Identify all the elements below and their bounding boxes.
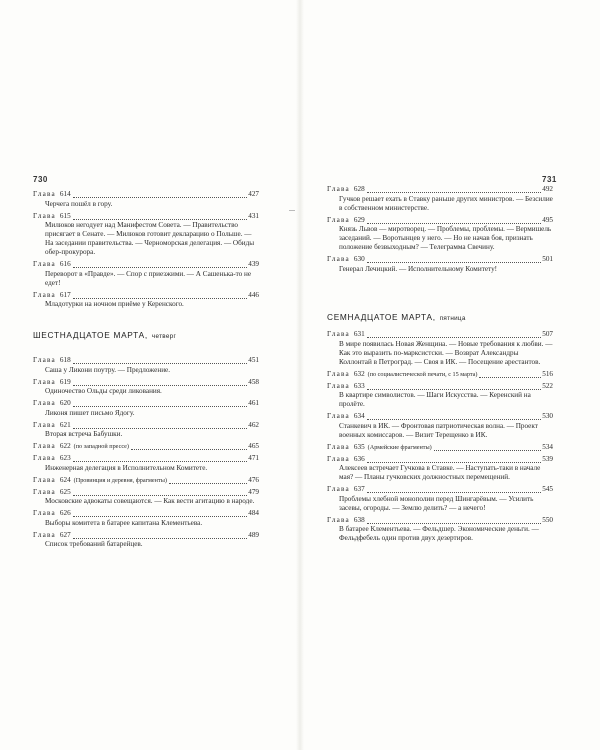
chapter-number: 628: [353, 185, 365, 193]
chapter-description: Выборы комитета в батарее капитана Клементьева.: [45, 518, 203, 527]
chapter-number: 633: [353, 381, 365, 390]
chapter-page: 516: [542, 369, 553, 378]
chapter-word: Глава: [33, 442, 56, 450]
chapter-description: Генерал Лечицкий. — Исполнительному Комитету!: [339, 264, 498, 273]
chapter-word: Глава: [327, 369, 350, 378]
weekday: четверг: [151, 333, 177, 340]
chapter-entry: [327, 485, 553, 513]
chapter-number: 625: [59, 487, 71, 496]
chapter-description: Инженерная делегация в Исполнительном Комитете.: [45, 463, 208, 472]
chapter-entry: [327, 330, 553, 367]
page-number: 730: [33, 175, 48, 184]
chapter-heading: [33, 442, 259, 451]
chapter-number: 619: [59, 377, 71, 386]
chapter-description: В мире появилась Новая Женщина. — Новые требования к любви. — Как это выразить по-марксистски. — Возврат Александры Коллонтай в Петроград. — Своя в ИК. — Посещение арестантов.: [339, 339, 553, 366]
chapter-page: 522: [542, 381, 553, 390]
chapter-heading: [33, 190, 259, 199]
dot-leader: [73, 461, 248, 462]
chapter-entry: [33, 454, 259, 473]
dot-leader: [73, 219, 248, 220]
chapter-entry: [33, 531, 259, 550]
dot-leader: [73, 363, 248, 364]
chapter-note: (Провинция и деревня, фрагменты): [73, 476, 167, 484]
chapter-page: 431: [248, 211, 259, 220]
chapter-entry: [33, 190, 259, 209]
chapter-heading: [327, 516, 553, 525]
chapter-list: [327, 185, 553, 277]
chapter-heading: [33, 421, 259, 430]
dot-leader: [367, 389, 542, 390]
dot-leader: [73, 406, 248, 407]
chapter-number: 614: [59, 190, 71, 198]
chapter-number: 634: [353, 412, 365, 420]
dot-leader: [73, 385, 248, 386]
chapter-number: 622: [59, 442, 71, 450]
chapter-page: 471: [248, 454, 259, 462]
chapter-heading: [33, 378, 259, 387]
chapter-word: Глава: [33, 211, 56, 220]
dot-leader: [434, 450, 541, 451]
chapter-word: Глава: [33, 190, 56, 198]
chapter-entry: [327, 185, 553, 213]
chapter-word: Глава: [327, 381, 350, 390]
chapter-description: Проблемы хлебной монополии перед Шингарёвым. — Усилить засевы, огороды. — Землю делить? — а нечего!: [339, 494, 534, 512]
chapter-word: Глава: [327, 485, 350, 493]
chapter-page: 495: [542, 215, 553, 224]
chapter-entry: [327, 370, 553, 379]
chapter-word: Глава: [33, 487, 56, 496]
dot-leader: [73, 197, 248, 198]
chapter-heading: [327, 185, 553, 194]
chapter-word: Глава: [33, 356, 56, 364]
chapter-list: [33, 356, 259, 552]
chapter-entry: [33, 399, 259, 418]
chapter-heading: [33, 476, 259, 485]
chapter-page: 550: [542, 515, 553, 524]
chapter-word: Глава: [327, 215, 350, 224]
day-heading: [33, 330, 176, 340]
chapter-heading: [327, 412, 553, 421]
dot-leader: [479, 377, 541, 378]
chapter-heading: [33, 531, 259, 540]
chapter-description: Саша у Ликони поутру. — Предложение.: [45, 365, 171, 374]
chapter-number: 621: [59, 420, 71, 429]
page-number: 731: [542, 175, 557, 184]
weekday: пятница: [439, 315, 466, 322]
chapter-entry: [327, 443, 553, 452]
chapter-description: В квартире символистов. — Шаги Искусства. — Керенский на пролёте.: [339, 391, 531, 408]
right-page: [300, 0, 600, 750]
chapter-number: 630: [353, 255, 365, 263]
chapter-description: Одиночество Ольды среди ликования.: [45, 387, 162, 395]
chapter-heading: [33, 260, 259, 269]
chapter-entry: [33, 509, 259, 528]
chapter-page: 484: [248, 509, 259, 517]
dot-leader: [367, 192, 542, 193]
chapter-word: Глава: [33, 290, 56, 299]
chapter-heading: [327, 255, 553, 264]
chapter-number: 626: [59, 509, 71, 517]
chapter-heading: [327, 216, 553, 225]
chapter-list: [33, 190, 259, 312]
dot-leader: [73, 298, 248, 299]
chapter-entry: [33, 476, 259, 485]
chapter-number: 636: [353, 454, 365, 463]
chapter-page: 458: [248, 377, 259, 386]
chapter-number: 617: [59, 290, 71, 299]
dot-leader: [367, 262, 542, 263]
chapter-heading: [327, 455, 553, 464]
chapter-heading: [327, 382, 553, 391]
chapter-entry: [327, 255, 553, 274]
chapter-description: Вторая встреча Бабушки.: [45, 430, 123, 438]
chapter-page: 446: [248, 290, 259, 299]
chapter-entry: [33, 212, 259, 258]
chapter-number: 620: [59, 399, 71, 407]
chapter-heading: [327, 443, 553, 452]
chapter-heading: [33, 291, 259, 300]
chapter-description: Станкевич в ИК. — Фронтовая патриотическая волна. — Проект военных комиссаров. — Визит Терещенко в ИК.: [339, 421, 538, 439]
dot-leader: [367, 462, 542, 463]
dot-leader: [73, 516, 248, 517]
chapter-list: [327, 330, 553, 546]
chapter-description: Гучков решает ехать в Ставку раньше других министров. — Безсилие в собственном министерстве.: [339, 194, 553, 212]
chapter-entry: [33, 291, 259, 310]
dot-leader: [367, 337, 542, 338]
day-title: СЕМНАДЦАТОЕ МАРТА,: [327, 312, 436, 322]
chapter-description: В батарее Клементьева. — Фельдшер. Экономические деньги. — Фельдфебель один против двух дезертиров.: [339, 525, 539, 542]
chapter-word: Глава: [327, 412, 350, 420]
chapter-number: 638: [353, 515, 365, 524]
chapter-word: Глава: [33, 454, 56, 462]
chapter-word: Глава: [33, 399, 56, 407]
chapter-page: 451: [248, 356, 259, 364]
chapter-number: 624: [59, 475, 71, 484]
chapter-word: Глава: [327, 454, 350, 463]
dot-leader: [73, 538, 248, 539]
chapter-word: Глава: [33, 377, 56, 386]
chapter-number: 629: [353, 215, 365, 224]
dot-leader: [73, 428, 248, 429]
chapter-heading: [327, 485, 553, 494]
day-heading: [327, 312, 466, 322]
chapter-entry: [327, 412, 553, 440]
dot-leader: [367, 223, 542, 224]
chapter-entry: [33, 442, 259, 451]
chapter-word: Глава: [33, 420, 56, 429]
chapter-entry: [33, 378, 259, 397]
chapter-page: 545: [542, 485, 553, 493]
chapter-entry: [33, 488, 259, 507]
chapter-page: 492: [542, 185, 553, 193]
dot-leader: [367, 492, 542, 493]
chapter-number: 637: [353, 485, 365, 493]
chapter-word: Глава: [327, 185, 350, 193]
chapter-word: Глава: [33, 260, 56, 268]
chapter-word: Глава: [33, 475, 56, 484]
chapter-entry: [327, 382, 553, 410]
chapter-description: Ликоня пишет письмо Ядогу.: [45, 408, 135, 417]
chapter-heading: [33, 399, 259, 408]
chapter-entry: [33, 260, 259, 288]
chapter-number: 615: [59, 211, 71, 220]
dot-leader: [367, 419, 542, 420]
chapter-number: 635: [353, 442, 365, 451]
chapter-word: Глава: [33, 530, 56, 539]
chapter-note: (по социалистической печати, с 15 марта): [367, 370, 478, 378]
chapter-entry: [327, 455, 553, 483]
chapter-heading: [33, 488, 259, 497]
chapter-page: 489: [248, 530, 259, 539]
dot-leader: [367, 523, 542, 524]
chapter-description: Черчега пошёл в гору.: [45, 199, 113, 208]
chapter-description: Милюков негодует над Манифестом Совета. — Правительство присягает в Сенате. — Милюков готовит декларацию о Польше. — На заседании правительства. — Черноморская делегация. — Обиды обер-прокурора.: [45, 221, 255, 256]
chapter-page: 476: [248, 475, 259, 484]
chapter-number: 632: [353, 369, 365, 378]
chapter-number: 618: [59, 356, 71, 364]
chapter-description: Младотурки на ночном приёме у Керенского.: [45, 300, 184, 308]
chapter-entry: [33, 421, 259, 440]
chapter-description: Переворот в «Правде». — Спор с приезжими. — А Сашенька-то не едет!: [45, 269, 252, 287]
chapter-page: 462: [248, 420, 259, 429]
chapter-description: Алексеев встречает Гучкова в Ставке. — Наступать-таки в начале мая? — Планы гучковских должностных перемещений.: [339, 464, 541, 481]
dot-leader: [131, 449, 247, 450]
chapter-page: 439: [248, 260, 259, 268]
chapter-page: 427: [248, 190, 259, 198]
chapter-word: Глава: [327, 515, 350, 524]
dot-leader: [73, 267, 248, 268]
chapter-heading: [33, 212, 259, 221]
chapter-note: (Армейские фрагменты): [367, 443, 432, 451]
day-title: ШЕСТНАДЦАТОЕ МАРТА,: [33, 330, 148, 340]
chapter-word: Глава: [327, 442, 350, 451]
chapter-heading: [33, 454, 259, 463]
chapter-number: 623: [59, 454, 71, 462]
chapter-number: 616: [59, 260, 71, 268]
chapter-word: Глава: [327, 255, 350, 263]
chapter-page: 530: [542, 412, 553, 420]
chapter-page: 539: [542, 454, 553, 463]
chapter-word: Глава: [33, 509, 56, 517]
dot-leader: [73, 495, 248, 496]
chapter-heading: [327, 330, 553, 339]
chapter-description: Московские адвокаты совещаются. — Как вести агитацию в народе.: [45, 497, 255, 505]
chapter-heading: [33, 356, 259, 365]
chapter-description: Список требований батарейцев.: [45, 540, 143, 548]
chapter-page: 534: [542, 442, 553, 451]
chapter-number: 627: [59, 530, 71, 539]
chapter-number: 631: [353, 330, 365, 338]
chapter-heading: [33, 509, 259, 518]
chapter-word: Глава: [327, 330, 350, 338]
chapter-page: 461: [248, 399, 259, 407]
dot-leader: [169, 483, 247, 484]
chapter-entry: [327, 216, 553, 253]
chapter-note: (по западной прессе): [73, 443, 129, 450]
chapter-page: 479: [248, 487, 259, 496]
chapter-page: 507: [542, 330, 553, 338]
chapter-heading: [327, 370, 553, 379]
chapter-entry: [33, 356, 259, 375]
chapter-entry: [327, 516, 553, 544]
chapter-description: Князь Львов — миротворец. — Проблемы, проблемы. — Вермишель заседаний. — Воротынцев у него. — Но не начав боя, признать положение безвыходным? — Телеграмма Свечину.: [339, 225, 552, 251]
chapter-page: 465: [248, 442, 259, 450]
chapter-page: 501: [542, 255, 553, 263]
